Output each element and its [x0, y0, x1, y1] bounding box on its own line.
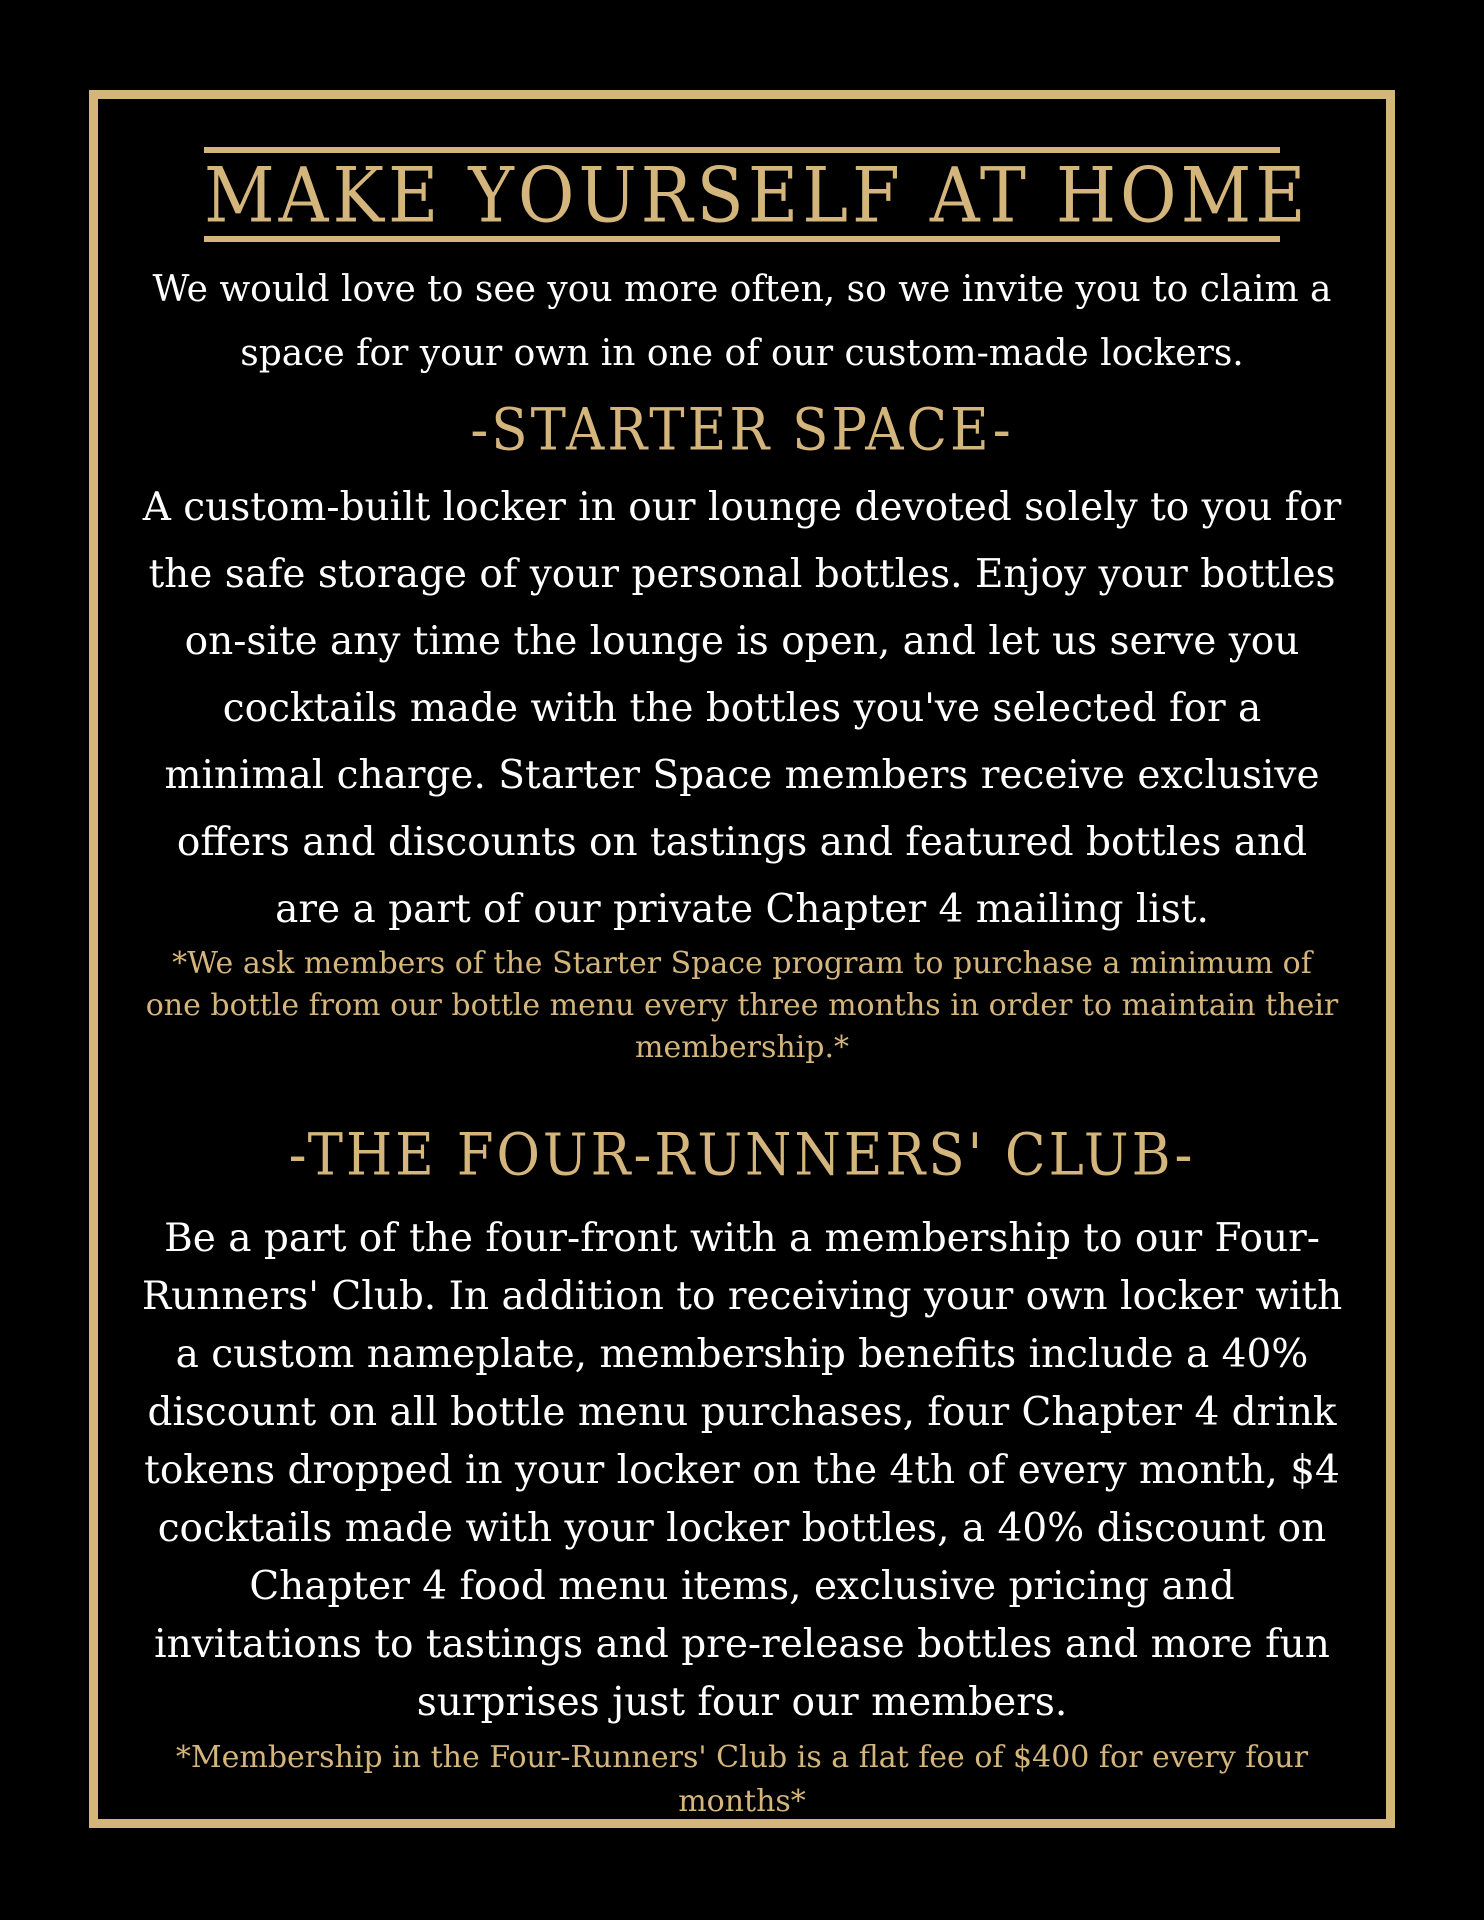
- title-banner: [204, 147, 1310, 242]
- four-runners-heading: -THE FOUR-RUNNERS' CLUB-: [288, 1121, 1196, 1189]
- four-runners-note: *Membership in the Four-Runners' Club is a flat fee of $400 for every four months*: [175, 1740, 1309, 1819]
- intro-paragraph: We would love to see you more often, so we invite you to claim a space for your own in one of our custom-made lockers.: [152, 269, 1332, 374]
- starter-space-heading: -STARTER SPACE-: [470, 396, 1014, 464]
- page-title: MAKE YOURSELF AT HOME: [204, 152, 1310, 240]
- starter-space-note: *We ask members of the Starter Space program to purchase a minimum of one bottle from our bottle menu every three months in order to maintain their membership.*: [145, 946, 1339, 1065]
- four-runners-description: Be a part of the four-front with a membership to our Four-Runners' Club. In addition to receiving your own locker with a custom nameplate, membership benefits include a 40% discount on all bottle menu purchases, four Chapter 4 drink tokens dropped in your locker on the 4th of every month, $4 cocktails made with your locker bottles, a 40% discount on Chapter 4 food menu items, exclusive pricing and invitations to tastings and pre-release bottles and more fun surprises just four our members.: [141, 1216, 1343, 1725]
- starter-space-description: A custom-built locker in our lounge devoted solely to you for the safe storage of your personal bottles. Enjoy your bottles on-site any time the lounge is open, and let us serve you cocktails made with the bottles you've selected for a minimal charge. Starter Space members receive exclusive offers and discounts on tastings and featured bottles and are a part of our private Chapter 4 mailing list.: [142, 485, 1342, 932]
